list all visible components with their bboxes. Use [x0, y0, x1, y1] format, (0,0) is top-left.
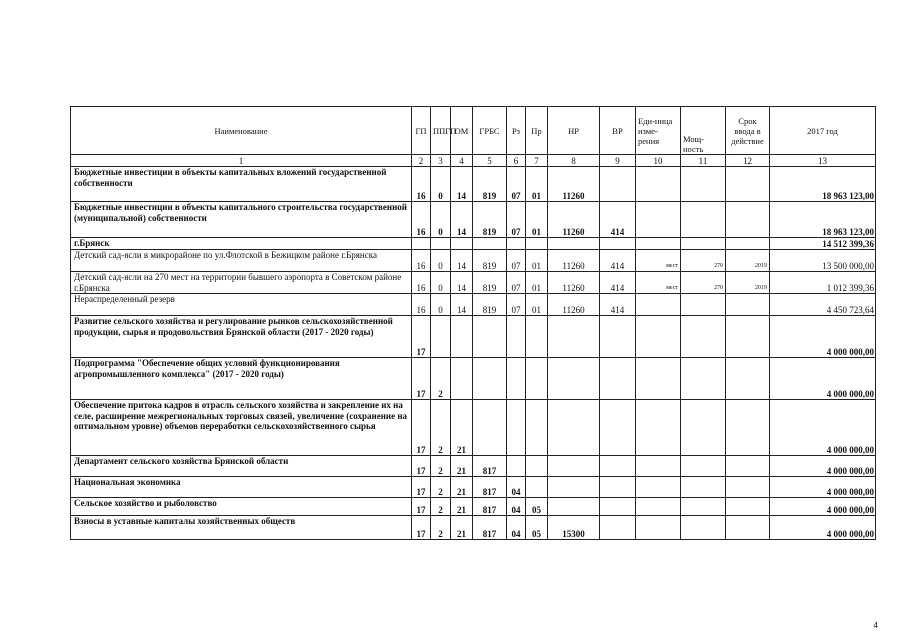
- cell-term: [726, 516, 770, 540]
- cell-np: [548, 316, 600, 358]
- cell-term: 2019: [726, 272, 770, 294]
- cell-rz: [507, 238, 526, 250]
- cell-unit: [636, 294, 681, 316]
- cell-vr: [600, 498, 636, 516]
- cell-term: [726, 477, 770, 498]
- cell-unit: [636, 167, 681, 202]
- cell-gp: 17: [412, 477, 431, 498]
- cell-gp: 16: [412, 250, 431, 272]
- cell-grbs: 817: [473, 516, 507, 540]
- cell-gp: 17: [412, 400, 431, 456]
- cell-unit: мест: [636, 272, 681, 294]
- cell-power: 270: [681, 272, 726, 294]
- cell-grbs: [473, 316, 507, 358]
- cell-amount: 18 963 123,00: [770, 202, 876, 238]
- cell-rz: 04: [507, 498, 526, 516]
- cell-vr: [600, 316, 636, 358]
- col-num: 9: [600, 155, 636, 167]
- cell-grbs: 819: [473, 167, 507, 202]
- cell-om: [451, 358, 473, 400]
- cell-rz: [507, 316, 526, 358]
- header-rz: Рз: [507, 107, 526, 155]
- cell-term: [726, 498, 770, 516]
- cell-om: 21: [451, 516, 473, 540]
- table-row: [71, 358, 876, 400]
- cell-om: 21: [451, 400, 473, 456]
- table-row: [71, 477, 876, 498]
- cell-ppgp: 2: [431, 516, 451, 540]
- cell-rz: [507, 456, 526, 477]
- cell-unit: [636, 400, 681, 456]
- cell-np: 11260: [548, 167, 600, 202]
- cell-pr: 01: [526, 272, 548, 294]
- cell-name: Обеспечение притока кадров в отрасль сельского хозяйства и закрепление их на селе, расширение межрегиональных торговых связей, увеличение (сохранение на оптимальном уровне) объемов переработки сельскохозяйственного сырья: [71, 400, 412, 456]
- cell-rz: 07: [507, 272, 526, 294]
- cell-grbs: 817: [473, 477, 507, 498]
- header-power: Мощ-ность: [681, 107, 726, 155]
- cell-name: г.Брянск: [71, 238, 412, 250]
- cell-np: 11260: [548, 250, 600, 272]
- cell-unit: [636, 316, 681, 358]
- cell-grbs: [473, 238, 507, 250]
- cell-grbs: [473, 358, 507, 400]
- cell-term: [726, 400, 770, 456]
- cell-om: 21: [451, 456, 473, 477]
- cell-rz: [507, 358, 526, 400]
- cell-pr: [526, 400, 548, 456]
- cell-ppgp: 2: [431, 498, 451, 516]
- cell-name: Департамент сельского хозяйства Брянской области: [71, 456, 412, 477]
- cell-name: Бюджетные инвестиции в объекты капитального строительства государственной (муниципальной) собственности: [71, 202, 412, 238]
- cell-rz: 04: [507, 516, 526, 540]
- cell-vr: [600, 516, 636, 540]
- header-vr: ВР: [600, 107, 636, 155]
- cell-grbs: 817: [473, 498, 507, 516]
- cell-name: Нераспределенный резерв: [71, 294, 412, 316]
- header-year: 2017 год: [770, 107, 876, 155]
- cell-pr: 01: [526, 250, 548, 272]
- col-num: 12: [726, 155, 770, 167]
- col-num: 5: [473, 155, 507, 167]
- cell-gp: 16: [412, 294, 431, 316]
- cell-term: [726, 167, 770, 202]
- cell-name: Бюджетные инвестиции в объекты капитальных вложений государственной собственности: [71, 167, 412, 202]
- cell-pr: 01: [526, 202, 548, 238]
- cell-ppgp: 2: [431, 456, 451, 477]
- cell-amount: 4 000 000,00: [770, 498, 876, 516]
- cell-gp: 16: [412, 272, 431, 294]
- cell-np: [548, 456, 600, 477]
- cell-power: [681, 498, 726, 516]
- col-num: 11: [681, 155, 726, 167]
- cell-pr: 05: [526, 498, 548, 516]
- cell-term: [726, 456, 770, 477]
- table-row: [71, 238, 876, 250]
- col-num: 3: [431, 155, 451, 167]
- cell-ppgp: 0: [431, 167, 451, 202]
- cell-amount: 1 012 399,36: [770, 272, 876, 294]
- cell-ppgp: 0: [431, 250, 451, 272]
- cell-np: [548, 358, 600, 400]
- cell-rz: 07: [507, 167, 526, 202]
- cell-vr: [600, 456, 636, 477]
- cell-gp: 17: [412, 456, 431, 477]
- cell-np: 15300: [548, 516, 600, 540]
- cell-name: Детский сад-ясли в микрорайоне по ул.Флотской в Бежицком районе г.Брянска: [71, 250, 412, 272]
- cell-rz: 07: [507, 202, 526, 238]
- cell-power: [681, 294, 726, 316]
- cell-grbs: 819: [473, 250, 507, 272]
- header-unit: Еди-ница изме-рения: [636, 107, 681, 155]
- cell-power: 270: [681, 250, 726, 272]
- cell-vr: [600, 400, 636, 456]
- cell-gp: 17: [412, 358, 431, 400]
- cell-amount: 18 963 123,00: [770, 167, 876, 202]
- cell-pr: [526, 456, 548, 477]
- cell-gp: 17: [412, 498, 431, 516]
- col-num: 6: [507, 155, 526, 167]
- cell-unit: мест: [636, 250, 681, 272]
- page-number: 4: [873, 621, 878, 630]
- col-num: 1: [71, 155, 412, 167]
- cell-np: 11260: [548, 294, 600, 316]
- header-om: ОМ: [451, 107, 473, 155]
- cell-rz: [507, 400, 526, 456]
- cell-grbs: 819: [473, 272, 507, 294]
- cell-amount: 14 512 399,36: [770, 238, 876, 250]
- table-row: [71, 294, 876, 316]
- cell-unit: [636, 516, 681, 540]
- col-num: 7: [526, 155, 548, 167]
- cell-np: [548, 498, 600, 516]
- cell-gp: 17: [412, 516, 431, 540]
- table-row: [71, 316, 876, 358]
- column-numbers-row: [71, 155, 876, 167]
- table-row: [71, 498, 876, 516]
- cell-pr: [526, 316, 548, 358]
- cell-pr: 01: [526, 167, 548, 202]
- cell-vr: 414: [600, 294, 636, 316]
- cell-pr: [526, 358, 548, 400]
- cell-ppgp: 2: [431, 400, 451, 456]
- cell-gp: 17: [412, 316, 431, 358]
- col-num: 8: [548, 155, 600, 167]
- col-num: 4: [451, 155, 473, 167]
- cell-om: [451, 316, 473, 358]
- col-num: 10: [636, 155, 681, 167]
- cell-unit: [636, 202, 681, 238]
- cell-unit: [636, 358, 681, 400]
- cell-pr: 01: [526, 294, 548, 316]
- cell-unit: [636, 238, 681, 250]
- cell-amount: 4 450 723,64: [770, 294, 876, 316]
- cell-gp: [412, 238, 431, 250]
- cell-term: [726, 358, 770, 400]
- cell-amount: 4 000 000,00: [770, 358, 876, 400]
- cell-unit: [636, 456, 681, 477]
- cell-amount: 13 500 000,00: [770, 250, 876, 272]
- cell-pr: 05: [526, 516, 548, 540]
- cell-vr: 414: [600, 202, 636, 238]
- cell-om: 14: [451, 272, 473, 294]
- header-name: Наименование: [71, 107, 412, 155]
- cell-name: Сельское хозяйство и рыболовство: [71, 498, 412, 516]
- cell-term: 2019: [726, 250, 770, 272]
- cell-grbs: [473, 400, 507, 456]
- cell-power: [681, 358, 726, 400]
- cell-ppgp: 0: [431, 202, 451, 238]
- cell-ppgp: 0: [431, 294, 451, 316]
- table-row: [71, 272, 876, 294]
- cell-rz: 07: [507, 250, 526, 272]
- cell-term: [726, 238, 770, 250]
- table-row: [71, 167, 876, 202]
- table-header-row: [71, 107, 876, 155]
- cell-om: 21: [451, 477, 473, 498]
- cell-rz: 04: [507, 477, 526, 498]
- table-row: [71, 202, 876, 238]
- cell-term: [726, 316, 770, 358]
- table-row: [71, 250, 876, 272]
- cell-grbs: 819: [473, 202, 507, 238]
- cell-om: 14: [451, 167, 473, 202]
- budget-table: [70, 106, 876, 540]
- header-gp: ГП: [412, 107, 431, 155]
- cell-np: [548, 400, 600, 456]
- cell-vr: [600, 477, 636, 498]
- cell-power: [681, 456, 726, 477]
- cell-vr: [600, 358, 636, 400]
- col-num: 13: [770, 155, 876, 167]
- cell-name: Взносы в уставные капиталы хозяйственных обществ: [71, 516, 412, 540]
- cell-gp: 16: [412, 202, 431, 238]
- header-term: Срок ввода в действие: [726, 107, 770, 155]
- header-grbs: ГРБС: [473, 107, 507, 155]
- cell-om: 14: [451, 202, 473, 238]
- cell-vr: 414: [600, 272, 636, 294]
- cell-power: [681, 400, 726, 456]
- cell-om: [451, 238, 473, 250]
- cell-name: Национальная экономика: [71, 477, 412, 498]
- cell-om: 21: [451, 498, 473, 516]
- cell-pr: [526, 238, 548, 250]
- cell-power: [681, 316, 726, 358]
- cell-amount: 4 000 000,00: [770, 477, 876, 498]
- cell-amount: 4 000 000,00: [770, 400, 876, 456]
- cell-name: Развитие сельского хозяйства и регулирование рынков сельскохозяйственной продукции, сырья и продовольствия Брянской области (2017 - 2020 годы): [71, 316, 412, 358]
- cell-power: [681, 202, 726, 238]
- cell-ppgp: [431, 238, 451, 250]
- cell-ppgp: 2: [431, 358, 451, 400]
- cell-pr: [526, 477, 548, 498]
- cell-np: [548, 238, 600, 250]
- cell-np: [548, 477, 600, 498]
- cell-name: Подпрограмма "Обеспечение общих условий функционирования агропромышленного комплекса" (2017 - 2020 годы): [71, 358, 412, 400]
- table-row: [71, 456, 876, 477]
- cell-power: [681, 477, 726, 498]
- cell-np: 11260: [548, 272, 600, 294]
- cell-vr: [600, 167, 636, 202]
- cell-grbs: 819: [473, 294, 507, 316]
- cell-gp: 16: [412, 167, 431, 202]
- cell-grbs: 817: [473, 456, 507, 477]
- cell-vr: [600, 238, 636, 250]
- cell-ppgp: 0: [431, 272, 451, 294]
- cell-unit: [636, 477, 681, 498]
- cell-term: [726, 202, 770, 238]
- cell-ppgp: [431, 316, 451, 358]
- cell-name: Детский сад-ясли на 270 мест на территории бывшего аэропорта в Советском районе г.Брянска: [71, 272, 412, 294]
- header-np: НР: [548, 107, 600, 155]
- table-row: [71, 516, 876, 540]
- table-row: [71, 400, 876, 456]
- cell-om: 14: [451, 250, 473, 272]
- cell-unit: [636, 498, 681, 516]
- cell-np: 11260: [548, 202, 600, 238]
- cell-rz: 07: [507, 294, 526, 316]
- cell-vr: 414: [600, 250, 636, 272]
- col-num: 2: [412, 155, 431, 167]
- cell-amount: 4 000 000,00: [770, 456, 876, 477]
- header-pr: Пр: [526, 107, 548, 155]
- cell-amount: 4 000 000,00: [770, 516, 876, 540]
- cell-amount: 4 000 000,00: [770, 316, 876, 358]
- cell-power: [681, 167, 726, 202]
- header-ppgp: ППГП: [431, 107, 451, 155]
- cell-om: 14: [451, 294, 473, 316]
- cell-power: [681, 238, 726, 250]
- cell-term: [726, 294, 770, 316]
- cell-power: [681, 516, 726, 540]
- cell-ppgp: 2: [431, 477, 451, 498]
